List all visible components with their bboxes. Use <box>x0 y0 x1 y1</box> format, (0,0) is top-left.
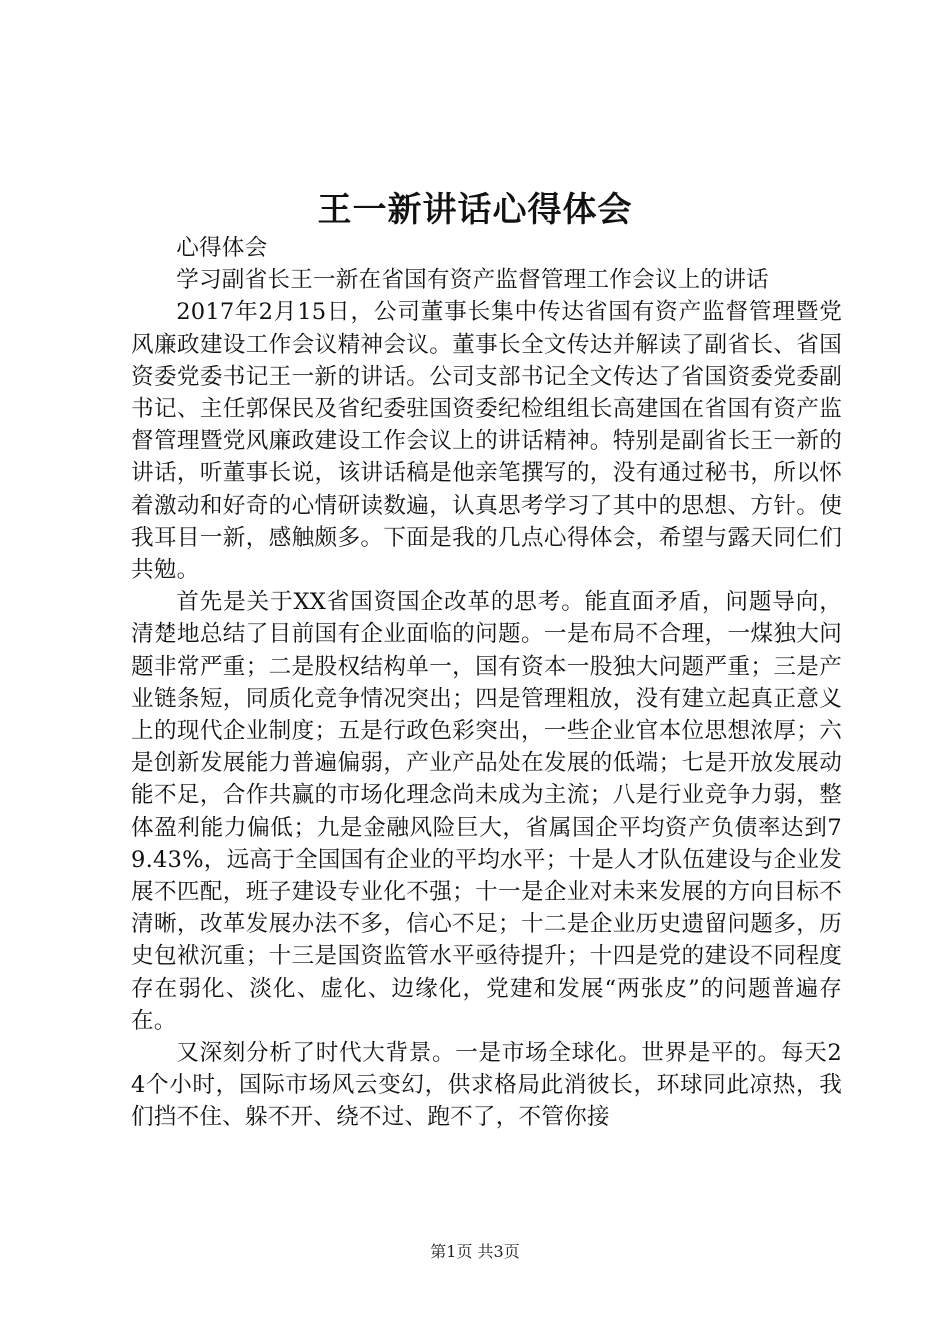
page-number: 第1页 共3页 <box>430 1242 520 1261</box>
document-body <box>131 232 842 1134</box>
paragraph-heading: 心得体会 <box>176 235 268 261</box>
paragraph-problems: 首先是关于XX省国资国企改革的思考。能直面矛盾，问题导向，清楚地总结了目前国有企业面临的问题。一是布局不合理，一煤独大问题非常严重；二是股权结构单一，国有资本一股独大问题严重；三是产业链条短，同质化竞争情况突出；四是管理粗放，没有建立起真正意义上的现代企业制度；五是行政色彩突出，一些企业官本位思想浓厚；六是创新发展能力普遍偏弱，产业产品处在发展的低端；七是开放发展动能不足，合作共赢的市场化理念尚未成为主流；八是行业竞争力弱，整体盈利能力偏低；九是金融风险巨大，省属国企平均资产负债率达到79.43%，远高于全国国有企业的平均水平；十是人才队伍建设与企业发展不匹配，班子建设专业化不强；十一是企业对未来发展的方向目标不清晰，改革发展办法不多，信心不足；十二是企业历史遗留问题多，历史包袱沉重；十三是国资监管水平亟待提升；十四是党的建设不同程度存在弱化、淡化、虚化、边缘化，党建和发展“两张皮”的问题普遍存在。 <box>131 589 842 1034</box>
document-title: 王一新讲话心得体会 <box>317 190 633 230</box>
paragraph-subject: 学习副省长王一新在省国有资产监督管理工作会议上的讲话 <box>176 267 769 294</box>
paragraph-intro: 2017年2月15日，公司董事长集中传达省国有资产监督管理暨党风廉政建设工作会议精神会议。董事长全文传达并解读了副省长、省国资委党委书记王一新的讲话。公司支部书记全文传达了省国资委党委副书记、主任郭保民及省纪委驻国资委纪检组组长高建国在省国有资产监督管理暨党风廉政建设工作会议上的讲话精神。特别是副省长王一新的讲话，听董事长说，该讲话稿是他亲笔撰写的，没有通过秘书，所以怀着激动和好奇的心情研读数遍，认真思考学习了其中的思想、方针。使我耳目一新，感触颇多。下面是我的几点心得体会，希望与露天同仁们共勉。 <box>131 299 842 584</box>
paragraph-background: 又深刻分析了时代大背景。一是市场全球化。世界是平的。每天24个小时，国际市场风云变幻，供求格局此消彼长，环球同此凉热，我们挡不住、躲不开、绕不过、跑不了，不管你接 <box>131 1040 842 1131</box>
